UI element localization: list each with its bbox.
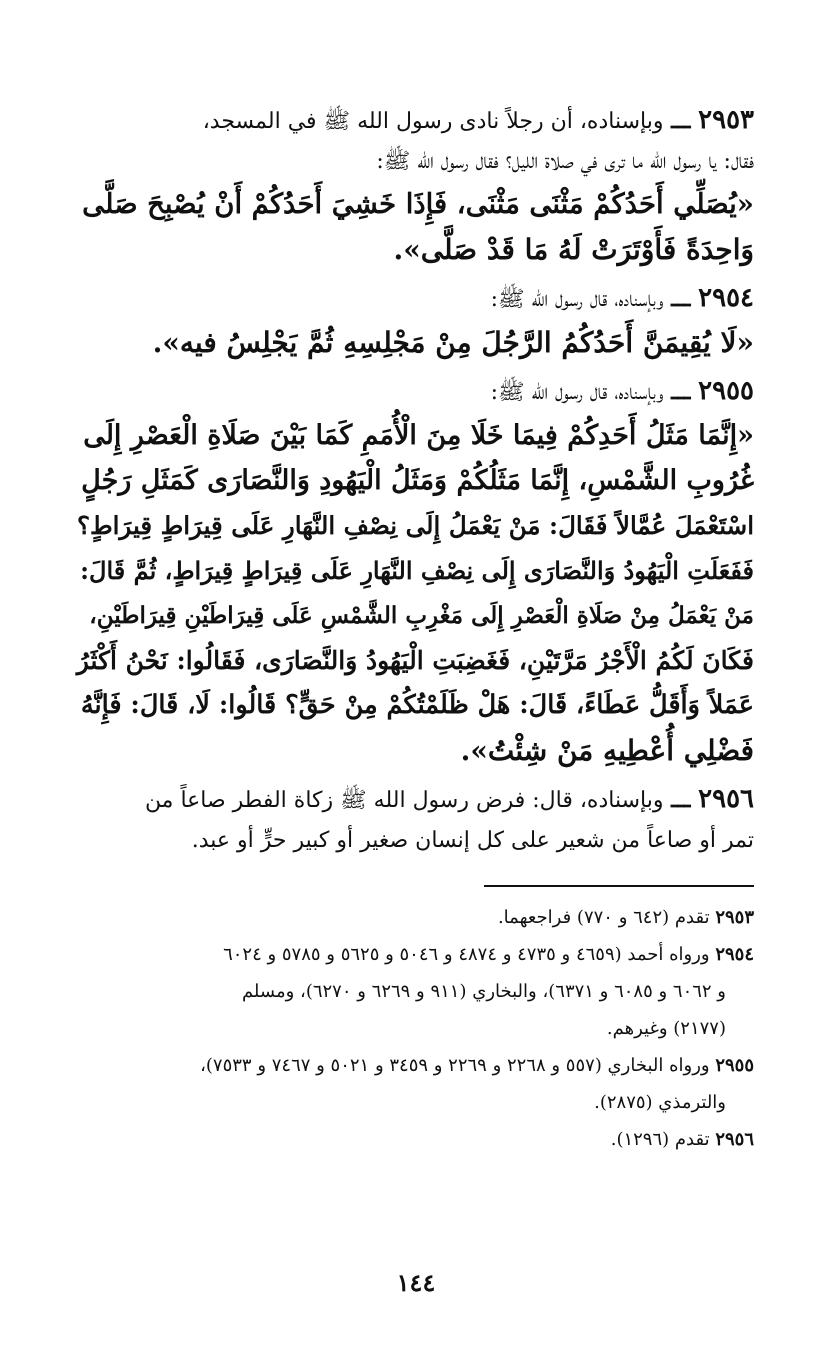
footnote-number: ٢٩٥٥ [715,1055,754,1076]
footnote-text: (٢١٧٧) وغيرهم. [606,1018,726,1039]
hadith-entry [78,371,754,773]
footnote-number: ٢٩٥٣ [715,907,754,928]
footnote-text: والترمذي (٢٨٧٥). [594,1092,726,1113]
narration-line [78,371,754,413]
footnote-text: ورواه أحمد (٤٦٥٩ و ٤٧٣٥ و ٤٨٧٤ و ٥٠٤٦ و ٥٦٢٥ و ٥٧٨٥ و ٦٠٢٤ [223,944,710,965]
footnote-line [78,1084,754,1121]
number-dash: ـــ [663,286,699,312]
footnote-line [78,973,754,1010]
hadith-number: ٢٩٥٣ [698,105,754,135]
hadith-text [78,182,754,272]
narration-line [78,100,754,142]
number-dash: ـــ [663,787,699,813]
hadith-line: فَفَعَلَتِ الْيَهُودُ وَالنَّصَارَى إِلَى نِصْفِ النَّهَارِ عَلَى قِيرَاطٍ قِيرَاطٍ، ثُمَّ قَالَ: [80,556,754,585]
footnotes [78,899,754,1158]
narration-text: تمر أو صاعاً من شعير على كل إنسان صغير أو كبير حرٍّ أو عبد. [191,828,754,853]
number-dash: ـــ [663,108,699,134]
footnote-separator [484,885,754,887]
footnote-text: تقدم (٦٤٢ و ٧٧٠) فراجعهما. [497,907,710,928]
hadith-entry [78,779,754,861]
narration-text: وبإسناده، قال رسول الله ﷺ: [490,380,664,405]
hadith-text [78,413,754,773]
narration-text: وبإسناده، أن رجلاً نادى رسول الله ﷺ في المسجد، [202,109,664,134]
narration-text: فقال: يا رسول الله ما ترى في صلاة الليل؟ فقال رسول الله ﷺ: [376,149,754,174]
hadith-number: ٢٩٥٥ [698,376,754,406]
hadith-text [78,320,754,365]
hadith-line: فَكَانَ لَكُمُ الْأَجْرُ مَرَّتَيْنِ، فَغَضِبَتِ الْيَهُودُ وَالنَّصَارَى، فَقَالُوا: نَحْنُ أَكْثَرُ [76,646,754,675]
narration-text: وبإسناده، قال رسول الله ﷺ: [490,287,664,312]
hadith-number: ٢٩٥٦ [698,784,754,814]
hadith-entry [78,278,754,365]
narration-line [78,278,754,320]
hadith-line: «يُصَلِّي أَحَدُكُمْ مَثْنَى مَثْنَى، فَإِذَا خَشِيَ أَحَدُكُمْ أَنْ يُصْبِحَ صَلَّى [82,188,754,220]
main-text [78,100,754,861]
footnote-text: و ٦٠٦٢ و ٦٠٨٥ و ٦٣٧١)، والبخاري (٩١١ و ٦٢٦٩ و ٦٢٧٠)، ومسلم [241,981,726,1002]
footnote-line [78,1010,754,1047]
footnote-text: ورواه البخاري (٥٥٧ و ٢٢٦٨ و ٢٢٦٩ و ٣٤٥٩ و ٥٠٢١ و ٧٤٦٧ و ٧٥٣٣)، [200,1055,710,1076]
hadith-line: «إِنَّمَا مَثَلُ أَحَدِكُمْ فِيمَا خَلَا مِنَ الْأُمَمِ كَمَا بَيْنَ صَلَاةِ الْعَصْرِ إِلَى [83,420,754,451]
hadith-line: فَضْلِي أُعْطِيهِ مَنْ شِئْتُ». [460,734,754,767]
hadith-line: اسْتَعْمَلَ عُمَّالاً فَقَالَ: مَنْ يَعْمَلُ إِلَى نِصْفِ النَّهَارِ عَلَى قِيرَاطٍ قِيرَاطٍ؟ [76,511,754,540]
hadith-line: «لَا يُقِيمَنَّ أَحَدُكُمُ الرَّجُلَ مِنْ مَجْلِسِهِ ثُمَّ يَجْلِسُ فيه». [152,326,754,359]
hadith-entry [78,100,754,272]
hadith-number: ٢٩٥٤ [698,283,754,313]
footnote-number: ٢٩٥٤ [715,944,754,965]
footnote-line [78,936,754,973]
narration-line [78,821,754,861]
narration-text: وبإسناده، قال: فرض رسول الله ﷺ زكاة الفطر صاعاً من [144,788,664,813]
narration-line [78,779,754,821]
page-number: ١٤٤ [396,1268,436,1297]
footnote-text: تقدم (١٢٩٦). [610,1129,710,1150]
hadith-line: مَنْ يَعْمَلُ مِنْ صَلَاةِ الْعَصْرِ إِلَى مَغْرِبِ الشَّمْسِ عَلَى قِيرَاطَيْنِ قِيرَاطَيْنِ، [89,602,754,629]
hadith-line: غُرُوبِ الشَّمْسِ، إِنَّمَا مَثَلُكُمْ وَمَثَلُ الْيَهُودِ وَالنَّصَارَى كَمَثَلِ رَجُلٍ [81,465,754,496]
number-dash: ـــ [663,379,699,405]
footnote-number: ٢٩٥٦ [715,1129,754,1150]
footnote-line [78,1121,754,1158]
hadith-line: عَمَلاً وَأَقَلُّ عَطَاءً، قَالَ: هَلْ ظَلَمْتُكُمْ مِنْ حَقٍّ؟ قَالُوا: لَا، قَالَ: فَإِنَّهُ [80,690,754,720]
narration-line [78,142,754,182]
footnote-line [78,899,754,936]
footnote-line [78,1047,754,1084]
hadith-line: وَاحِدَةً فَأَوْتَرَتْ لَهُ مَا قَدْ صَلَّى». [393,233,754,266]
